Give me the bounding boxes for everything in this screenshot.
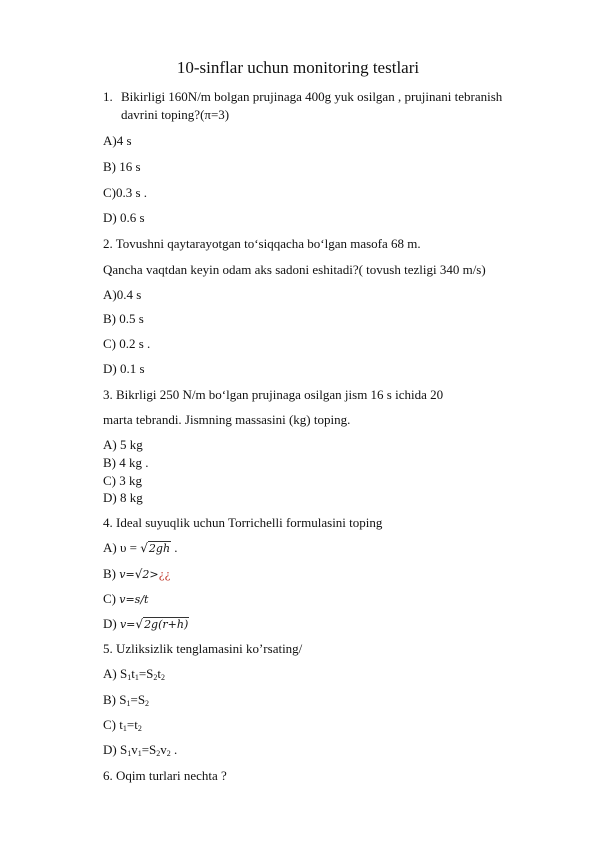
subscript: 1 (126, 699, 131, 708)
q5-a-part: t (131, 666, 135, 681)
subscript: 2 (137, 724, 142, 733)
q6-text-line1: 6. Oqim turlari nechta ? (103, 768, 227, 783)
q5-a-part: A) S (103, 666, 128, 681)
radical-icon: √ (134, 567, 143, 581)
q4-text-line1: 4. Ideal suyuqlik uchun Torrichelli formulasini toping (103, 515, 383, 530)
q4-option-a-suffix: . (171, 540, 178, 555)
q5-option-b (103, 692, 149, 708)
subscript: 2 (145, 699, 150, 708)
q5-text-line1: 5. Uzliksizlik tenglamasini ko’rsating/ (103, 641, 303, 656)
q3-text-line1: 3. Bikrligi 250 N/m bo‘lgan prujinaga osilgan jism 16 s ichida 20 (103, 387, 444, 402)
q5-a-part: t (157, 666, 162, 681)
subscript: 1 (127, 673, 132, 682)
q1-text-line1: Bikirligi 160N/m bolgan prujinaga 400g yuk osilgan , prujinani tebranish (121, 89, 503, 104)
q1-option-c: C)0.3 s . (103, 185, 148, 200)
q4-option-a (103, 540, 178, 556)
q2-option-b: B) 0.5 s (103, 311, 144, 326)
subscript: 1 (127, 749, 132, 758)
q4-b-root-arg: 2> (142, 568, 159, 581)
subscript: 2 (166, 749, 171, 758)
q4-option-b (103, 566, 170, 582)
radical-icon: √ (140, 541, 148, 555)
subscript: 2 (161, 673, 166, 682)
page-title: 10-sinflar uchun monitoring testlari (176, 58, 420, 77)
q3-option-a: A) 5 kg (103, 437, 143, 452)
q1-option-a: A)4 s (103, 133, 132, 148)
subscript: 1 (122, 724, 127, 733)
q5-d-part: D) S (103, 742, 128, 757)
q4-d-lhs: v= (119, 618, 136, 631)
q1-option-d: D) 0.6 s (103, 210, 145, 225)
q2-text-line2: Qancha vaqtdan keyin odam aks sadoni eshitadi?( tovush tezligi 340 m/s) (103, 262, 486, 277)
q5-a-part: =S (138, 666, 154, 681)
q4-b-error-glyphs: ¿¿ (158, 568, 171, 581)
q2-option-d: D) 0.1 s (103, 361, 145, 376)
q5-c-part: C) t (103, 717, 123, 732)
q5-b-part: B) S (103, 692, 127, 707)
q5-option-d (103, 742, 177, 758)
q2-option-a: A)0.4 s (103, 287, 142, 302)
q5-c-part: =t (126, 717, 138, 732)
q5-option-a (103, 666, 165, 682)
q2-text-line1: 2. Tovushni qaytarayotgan to‘siqqacha bo‘lgan masofa 68 m. (103, 236, 421, 251)
q2-option-c: C) 0.2 s . (103, 336, 151, 351)
q5-d-part: . (170, 742, 178, 757)
q5-b-part: =S (130, 692, 146, 707)
q5-d-part: v (160, 742, 167, 757)
radical-icon: √ (135, 617, 144, 631)
q4-option-a-prefix: A) υ = (103, 540, 141, 555)
q1-option-b: B) 16 s (103, 159, 141, 174)
q1-number: 1. (103, 89, 113, 104)
q4-option-c (103, 591, 148, 607)
q4-option-d-prefix: D) (103, 616, 120, 631)
q5-d-part: =S (141, 742, 157, 757)
q3-option-b: B) 4 kg . (103, 455, 149, 470)
q3-option-c: C) 3 kg (103, 473, 142, 488)
sqrt-formula (135, 617, 189, 631)
subscript: 2 (156, 749, 161, 758)
q1-text-line2: davrini toping?(π=3) (121, 107, 230, 122)
q5-d-part: v (131, 742, 138, 757)
subscript: 1 (137, 749, 142, 758)
sqrt-formula (135, 567, 159, 581)
sqrt-formula (140, 541, 171, 555)
q4-option-b-prefix: B) (103, 566, 120, 581)
q3-text-line2: marta tebrandi. Jismning massasini (kg) toping. (103, 412, 351, 427)
q4-d-root-arg: 2g(r+h) (144, 618, 189, 631)
q4-c-formula: v=s/t (119, 593, 149, 606)
subscript: 2 (153, 673, 158, 682)
q4-option-c-prefix: C) (103, 591, 120, 606)
subscript: 1 (134, 673, 139, 682)
q4-option-d (103, 616, 189, 632)
q3-option-d: D) 8 kg (103, 490, 143, 505)
q4-b-lhs: v= (119, 568, 135, 581)
q4-a-root-arg: 2gh (148, 542, 171, 555)
q5-option-c (103, 717, 142, 733)
